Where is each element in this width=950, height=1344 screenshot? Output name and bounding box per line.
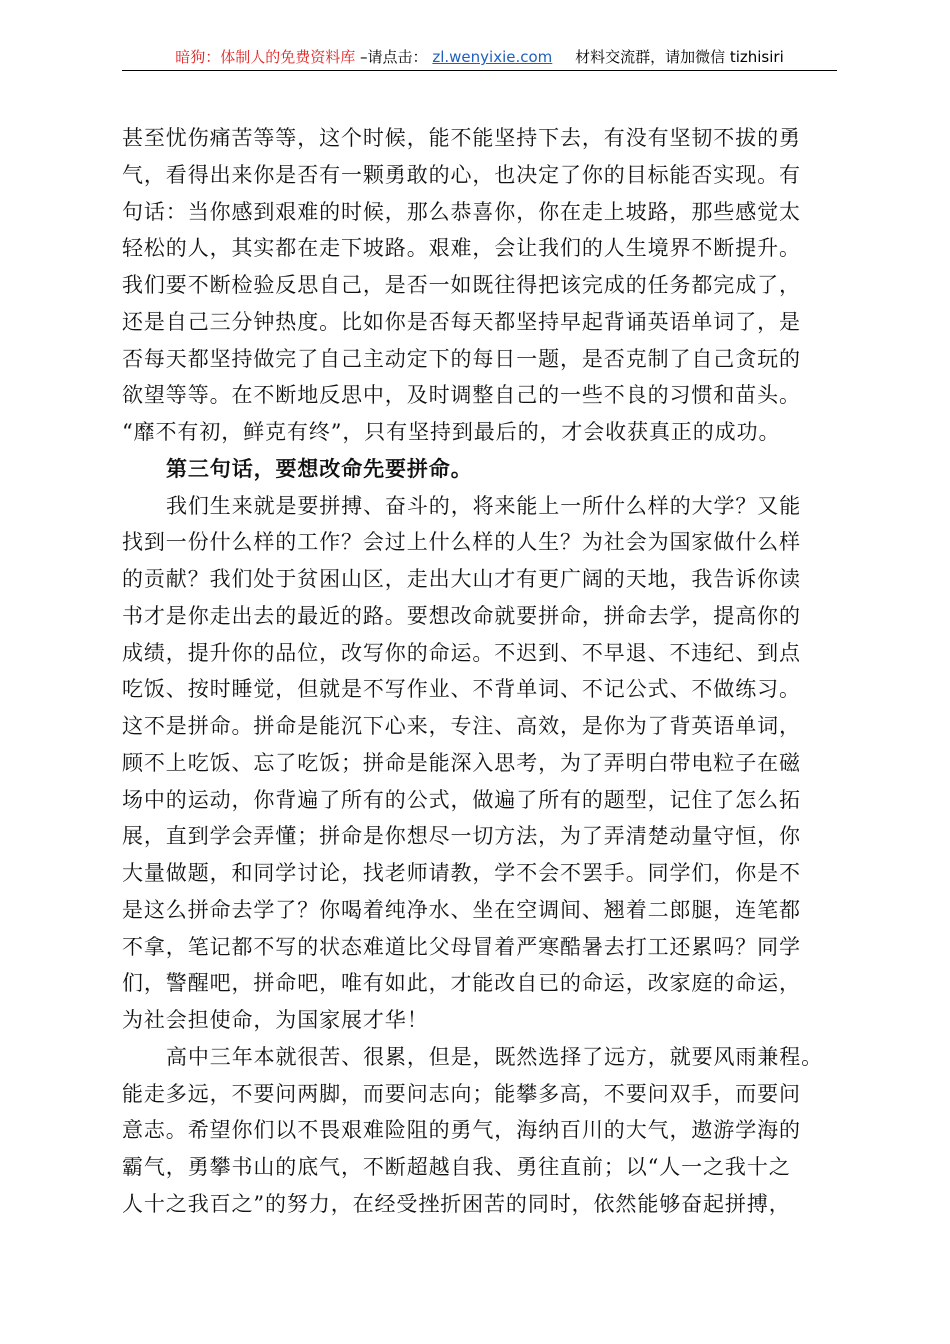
- text-line: 顾不上吃饭、忘了吃饭；拼命是能深入思考，为了弄明白带电粒子在磁: [122, 750, 801, 775]
- text-line: 意志。希望你们以不畏艰难险阻的勇气，海纳百川的大气，遨游学海的: [122, 1118, 801, 1143]
- text-line: 是这么拼命去学了？你喝着纯净水、坐在空调间、翘着二郎腿，连笔都: [122, 897, 801, 922]
- text-line: “靡不有初，鲜克有终”，只有坚持到最后的，才会收获真正的成功。: [122, 420, 781, 444]
- text-line: 展，直到学会弄懂；拼命是你想尽一切方法，为了弄清楚动量守恒，你: [122, 824, 801, 849]
- text-line: 句话：当你感到艰难的时候，那么恭喜你，你在走上坡路，那些感觉太: [122, 199, 801, 224]
- text-line: 欲望等等。在不断地反思中，及时调整自己的一些不良的习惯和苗头。: [122, 383, 801, 408]
- text-line: 不拿，笔记都不写的状态难道比父母冒着严寒酷暑去打工还累吗？同学: [122, 934, 801, 959]
- text-line: 霸气，勇攀书山的底气，不断超越自我、勇往直前；以“人一之我十之: [122, 1155, 791, 1179]
- section-heading: 第三句话，要想改命先要拼命。: [166, 455, 473, 481]
- page-header: [122, 46, 837, 71]
- header-brand: 暗狗：体制人的免费资料库: [175, 48, 356, 66]
- text-line: 们，警醒吧，拼命吧，唯有如此，才能改自已的命运，改家庭的命运，: [122, 971, 801, 996]
- header-prompt: –请点击：: [360, 48, 428, 66]
- text-line: 为社会担使命，为国家展才华！: [122, 1008, 429, 1032]
- text-line: 书才是你走出去的最近的路。要想改命就要拼命，拼命去学，提高你的: [122, 603, 801, 628]
- text-line: 甚至忧伤痛苦等等，这个时候，能不能坚持下去，有没有坚韧不拔的勇: [122, 126, 801, 150]
- text-line: 气，看得出来你是否有一颗勇敢的心，也决定了你的目标能否实现。有: [122, 162, 801, 187]
- text-line: 我们生来就是要拼搏、奋斗的，将来能上一所什么样的大学？又能: [166, 493, 802, 518]
- text-line: 这不是拼命。拼命是能沉下心来，专注、高效，是你为了背英语单词，: [122, 714, 801, 738]
- text-line: 高中三年本就很苦、很累，但是，既然选择了远方，就要风雨兼程。: [166, 1044, 823, 1069]
- text-line: 吃饭、按时睡觉，但就是不写作业、不背单词、不记公式、不做练习。: [122, 677, 801, 702]
- text-line: 人十之我百之”的努力，在经受挫折困苦的同时，依然能够奋起拼搏，: [122, 1191, 791, 1216]
- text-line: 场中的运动，你背遍了所有的公式，做遍了所有的题型，记住了怎么拓: [122, 787, 801, 812]
- text-line: 的贡献？我们处于贫困山区，走出大山才有更广阔的天地，我告诉你读: [122, 567, 801, 591]
- text-line: 能走多远，不要问两脚，而要问志向；能攀多高，不要问双手，而要问: [122, 1081, 801, 1106]
- text-line: 还是自己三分钟热度。比如你是否每天都坚持早起背诵英语单词了，是: [122, 309, 801, 334]
- header-link[interactable]: zl.wenyixie.com: [432, 48, 553, 66]
- text-line: 我们要不断检验反思自己，是否一如既往得把该完成的任务都完成了，: [122, 273, 801, 297]
- text-line: 否每天都坚持做完了自己主动定下的每日一题，是否克制了自己贪玩的: [122, 346, 801, 371]
- text-line: 轻松的人，其实都在走下坡路。艰难，会让我们的人生境界不断提升。: [122, 236, 801, 261]
- text-line: 成绩，提升你的品位，改写你的命运。不迟到、不早退、不违纪、到点: [122, 640, 801, 665]
- document-body: [122, 120, 852, 1223]
- header-wechat: 材料交流群，请加微信 tizhisiri: [575, 48, 784, 66]
- text-line: 找到一份什么样的工作？会过上什么样的人生？为社会为国家做什么样: [122, 530, 801, 555]
- text-line: 大量做题，和同学讨论，找老师请教，学不会不罢手。同学们，你是不: [122, 861, 801, 885]
